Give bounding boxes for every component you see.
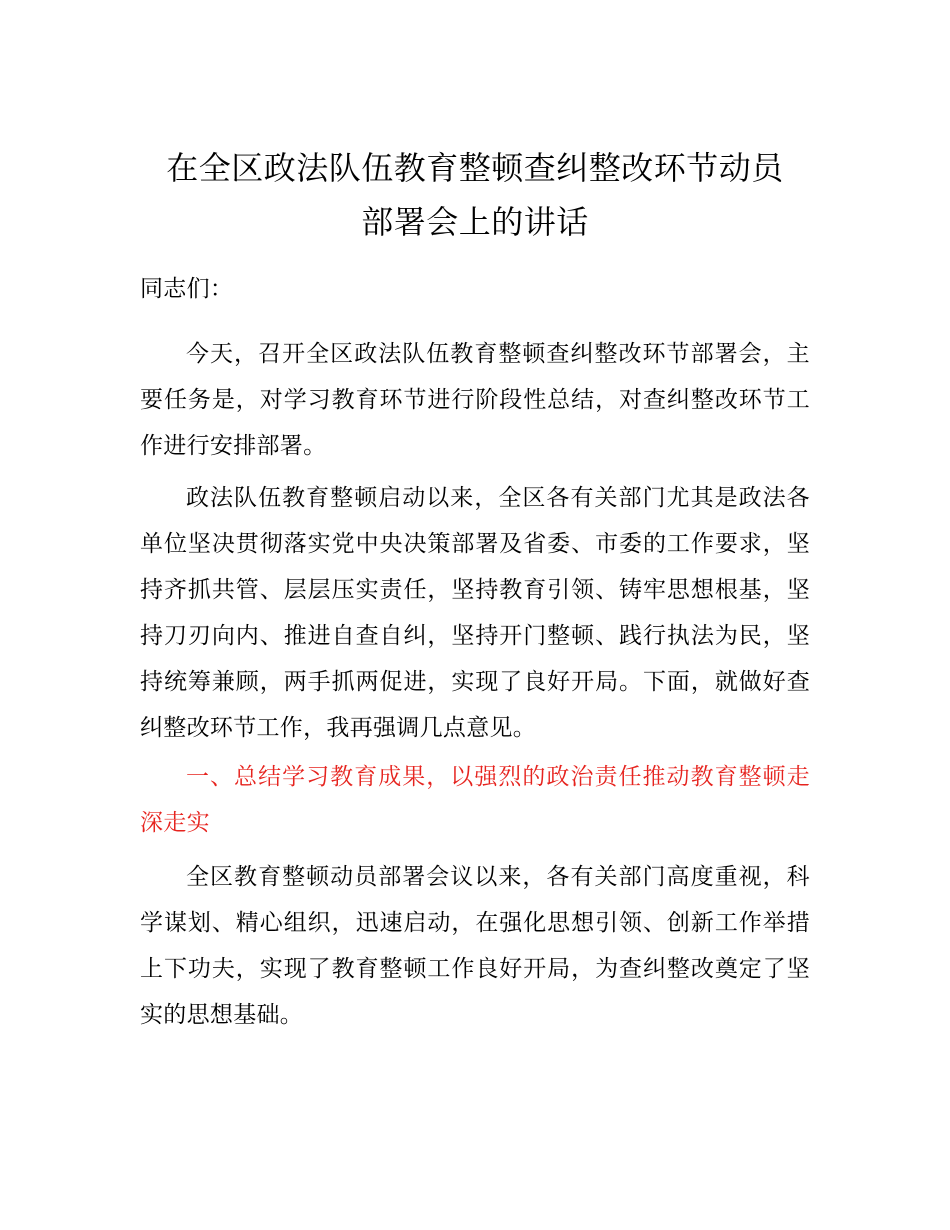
section-1-heading: 一、总结学习教育成果，以强烈的政治责任推动教育整顿走深走实 <box>140 764 810 836</box>
section-1-paragraph: 全区教育整顿动员部署会议以来，各有关部门高度重视，科学谋划、精心组织，迅速启动，在强化思想引领、创新工作举措上下功夫，实现了教育整顿工作良好开局，为查纠整改奠定了坚实的思想基础。 <box>140 864 810 1028</box>
paragraph-intro: 今天，召开全区政法队伍教育整顿查纠整改环节部署会，主要任务是，对学习教育环节进行阶段性总结，对查纠整改环节工作进行安排部署。 <box>140 341 810 459</box>
document-title-line-1: 在全区政法队伍教育整顿查纠整改环节动员 <box>166 149 784 187</box>
document-title-line-2: 部署会上的讲话 <box>361 203 589 241</box>
paragraph-overview: 政法队伍教育整顿启动以来，全区各有关部门尤其是政法各单位坚决贯彻落实党中央决策部署及省委、市委的工作要求，坚持齐抓共管、层层压实责任，坚持教育引领、铸牢思想根基，坚持刀刃向内、推进自查自纠，坚持开门整顿、践行执法为民，坚持统筹兼顾，两手抓两促进，实现了良好开局。下面，就做好查纠整改环节工作，我再强调几点意见。 <box>140 485 810 741</box>
salutation: 同志们： <box>140 276 234 302</box>
